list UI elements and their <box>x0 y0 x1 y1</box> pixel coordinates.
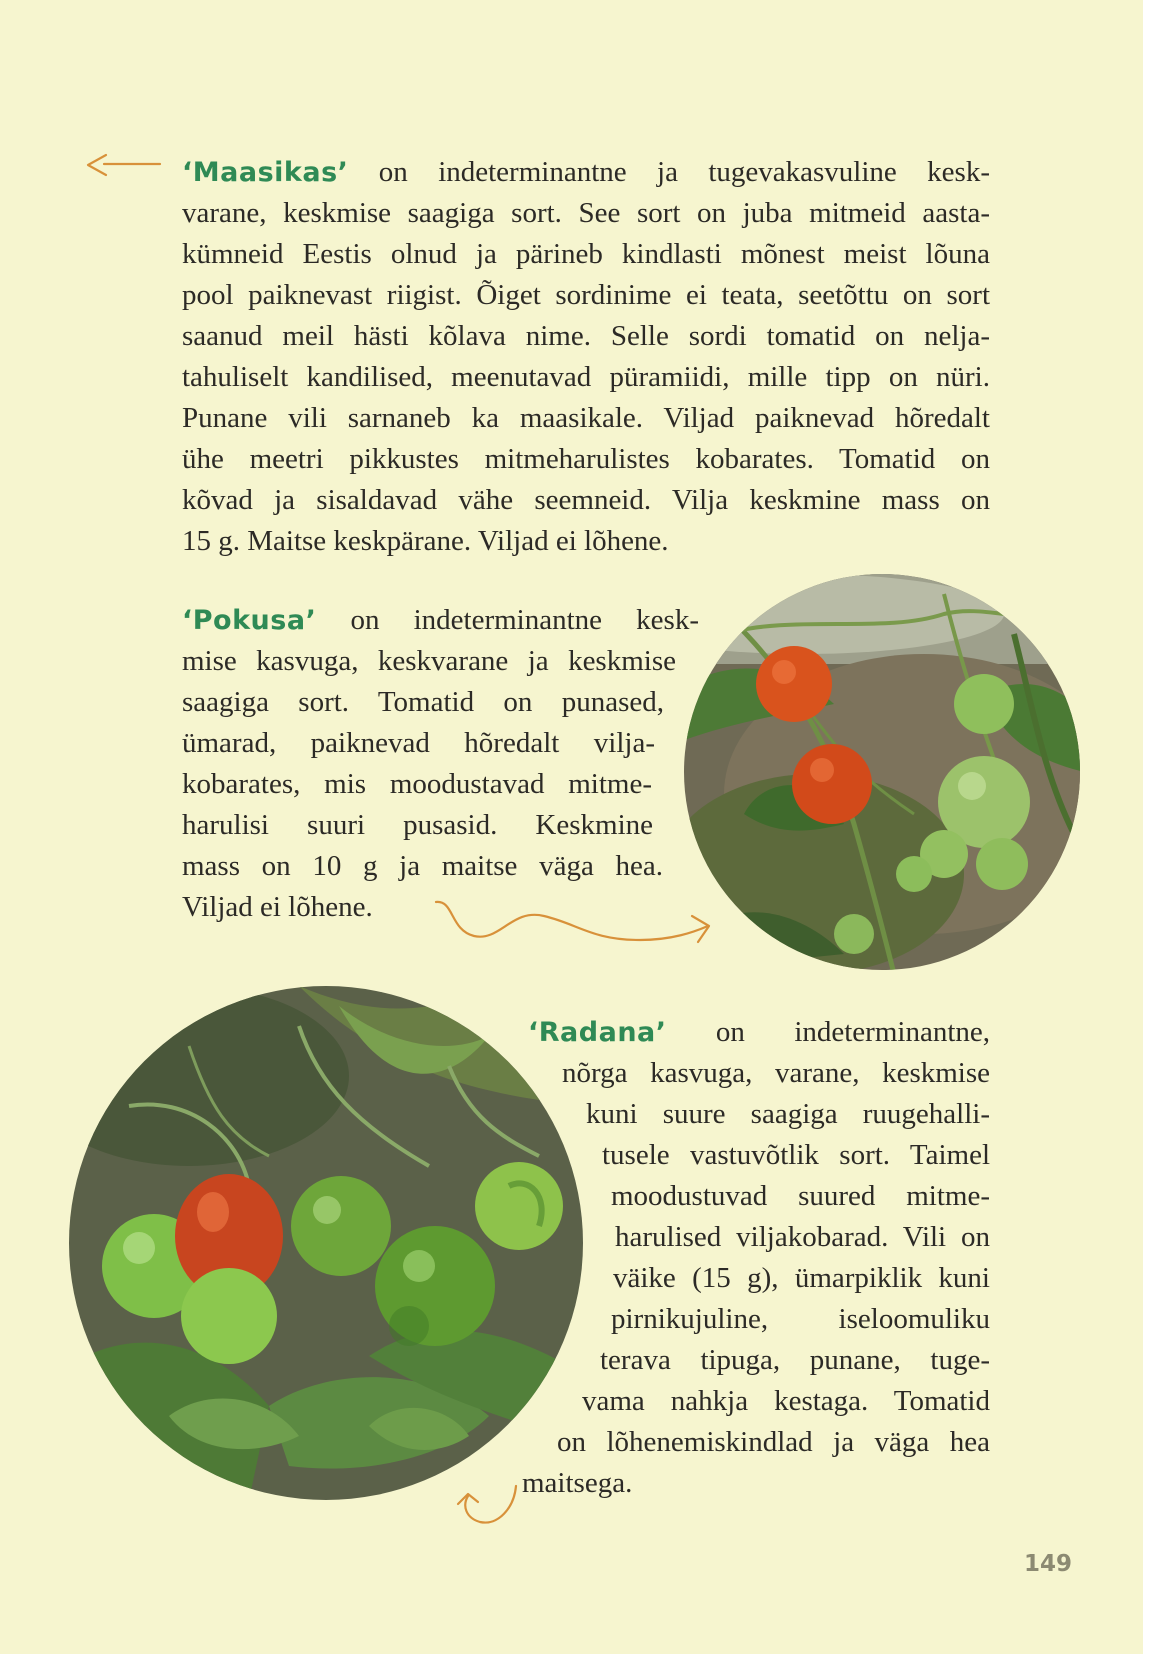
paragraph-line: ühe meetri pikkustes mitmeharulistes kobarates. Tomatid on <box>182 443 990 475</box>
variety-name: ‘Radana’ <box>528 1017 667 1048</box>
paragraph-line: saanud meil hästi kõlava nime. Selle sordi tomatid on nelja- <box>182 320 990 352</box>
paragraph-line: tusele vastuvõtlik sort. Taimel <box>602 1139 990 1171</box>
paragraph-line: 15 g. Maitse keskpärane. Viljad ei lõhene. <box>182 525 669 557</box>
paragraph-line: kõvad ja sisaldavad vähe seemneid. Vilja keskmine mass on <box>182 484 990 516</box>
paragraph-line: väike (15 g), ümarpiklik kuni <box>613 1262 990 1294</box>
radana-tomato-photo <box>69 986 583 1500</box>
arrow-left-icon <box>84 152 164 180</box>
paragraph-line: on lõhenemiskindlad ja väga hea <box>557 1426 990 1458</box>
paragraph-line: ‘Maasikas’ on indeterminantne ja tugevakasvuline kesk- <box>182 156 990 188</box>
paragraph-line: kuni suure saagiga ruugehalli- <box>586 1098 990 1130</box>
paragraph-line: mise kasvuga, keskvarane ja keskmise <box>182 645 676 677</box>
paragraph-line: nõrga kasvuga, varane, keskmise <box>562 1057 990 1089</box>
paragraph-line: kobarates, mis moodustavad mitme- <box>182 768 652 800</box>
paragraph-line: tahuliselt kandilised, meenutavad püramiidi, mille tipp on nüri. <box>182 361 990 393</box>
paragraph-line: ‘Pokusa’ on indeterminantne kesk- <box>182 604 699 636</box>
paragraph-line: kümneid Eestis olnud ja pärineb kindlasti mõnest meist lõuna <box>182 238 990 270</box>
paragraph-line: pirnikujuline, iseloomuliku <box>611 1303 990 1335</box>
paragraph-line: moodustuvad suured mitme- <box>611 1180 990 1212</box>
variety-name: ‘Pokusa’ <box>182 605 317 636</box>
paragraph-line: ‘Radana’ on indeterminantne, <box>528 1016 990 1048</box>
paragraph-line: maitsega. <box>522 1467 633 1499</box>
paragraph-line: Punane vili sarnaneb ka maasikale. Viljad paiknevad hõredalt <box>182 402 990 434</box>
paragraph-line: terava tipuga, punane, tuge- <box>600 1344 990 1376</box>
paragraph-line: vama nahkja kestaga. Tomatid <box>582 1385 990 1417</box>
squiggle-arrow-icon <box>432 896 716 956</box>
pokusa-tomato-photo <box>684 574 1080 970</box>
paragraph-line: harulisi suuri pusasid. Keskmine <box>182 809 653 841</box>
paragraph-line: harulised viljakobarad. Vili on <box>615 1221 990 1253</box>
page-number: 149 <box>1023 1551 1072 1577</box>
paragraph-line: varane, keskmise saagiga sort. See sort on juba mitmeid aasta- <box>182 197 990 229</box>
variety-name: ‘Maasikas’ <box>182 157 349 188</box>
paragraph-line: saagiga sort. Tomatid on punased, <box>182 686 664 718</box>
paragraph-line: pool paiknevast riigist. Õiget sordinime ei teata, seetõttu on sort <box>182 279 990 311</box>
paragraph-line: mass on 10 g ja maitse väga hea. <box>182 850 663 882</box>
curl-arrow-icon <box>454 1474 524 1532</box>
paragraph-line: Viljad ei lõhene. <box>182 891 373 923</box>
paragraph-line: ümarad, paiknevad hõredalt vilja- <box>182 727 655 759</box>
